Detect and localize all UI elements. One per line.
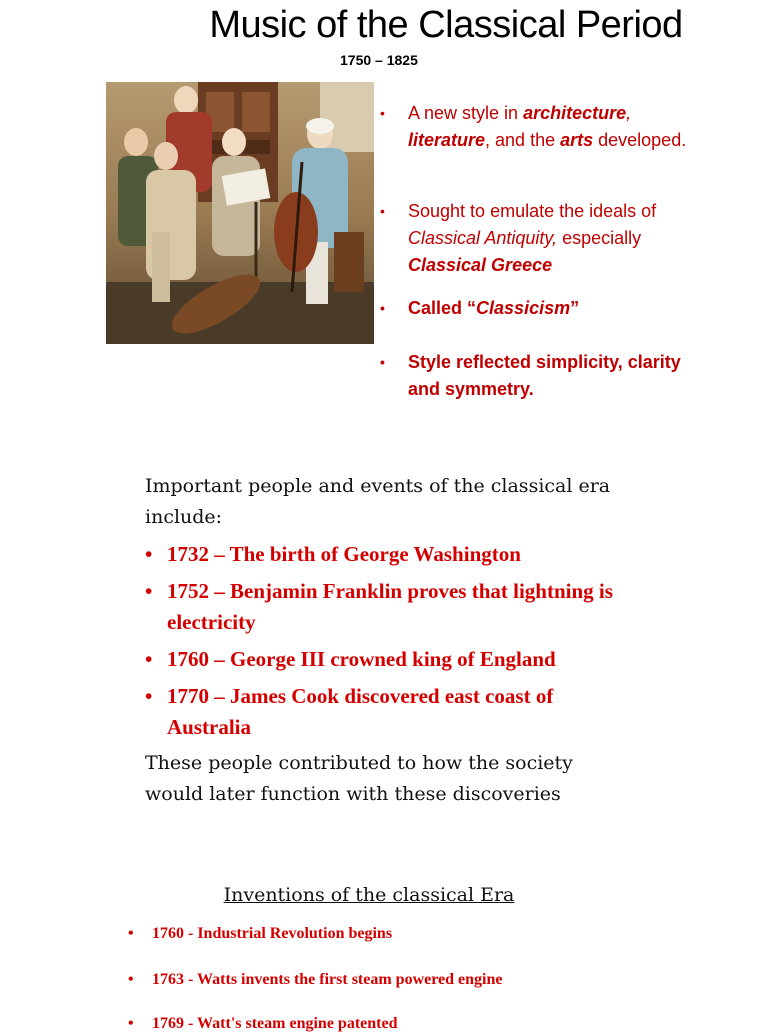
bullet-glyph: • [128,1015,134,1032]
bullet-glyph: • [380,105,385,121]
bullet-glyph: • [128,925,134,942]
bullet-glyph: • [145,579,153,603]
page-title: Music of the Classical Period [209,4,683,46]
bullet-glyph: • [145,684,153,708]
bullet-glyph: • [128,971,134,988]
important-intro: Important people and events of the classical era include: [145,475,611,528]
date-range: 1750 – 1825 [340,52,418,68]
bullet-glyph: • [145,542,153,566]
bullet-glyph: • [380,300,385,316]
inventions-heading: Inventions of the classical Era [223,884,515,906]
bullet-glyph: • [380,354,385,370]
painting-image [106,82,374,344]
string-quartet-painting [106,82,374,344]
bullet-glyph: • [380,203,385,219]
bullet-glyph: • [145,647,153,671]
contribution-paragraph: These people contributed to how the society would later function with these discoveries [145,752,573,805]
